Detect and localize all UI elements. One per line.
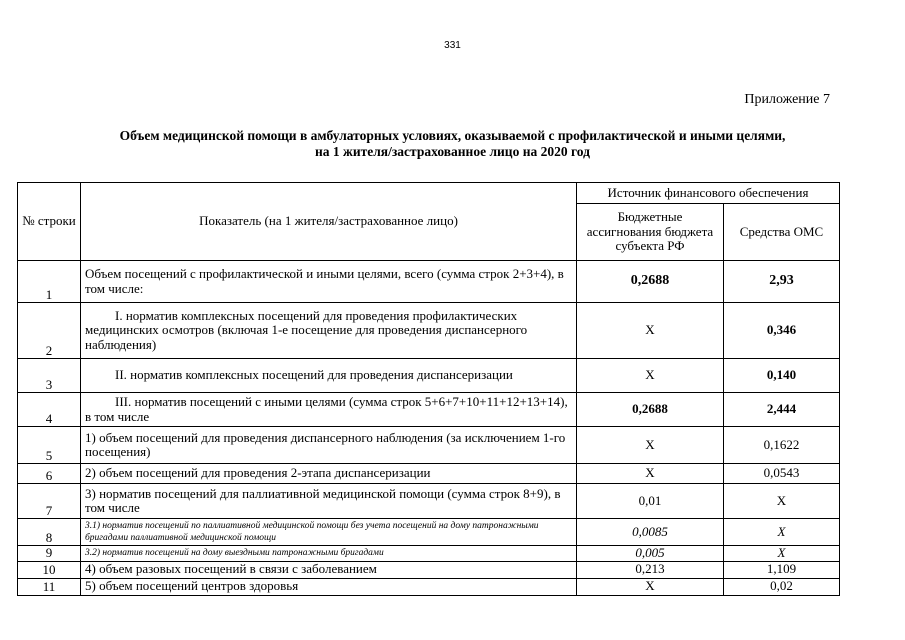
row-oms-value: 0,140 [724, 359, 840, 393]
table-row [18, 578, 840, 595]
row-oms-value: Х [724, 546, 840, 562]
row-indicator: 1) объем посещений для проведения диспансерного наблюдения (за исключением 1-го посещения) [81, 427, 577, 464]
row-number: 3 [18, 359, 81, 393]
row-indicator [81, 393, 577, 427]
row-indicator-text: I. норматив комплексных посещений для проведения профилактических медицинских осмотров (включая 1-е посещение для проведения диспансерного наблюдения) [85, 307, 528, 352]
table-row [18, 359, 840, 393]
table-row [18, 393, 840, 427]
row-number: 8 [18, 519, 81, 546]
row-number: 9 [18, 546, 81, 562]
document-title [20, 128, 885, 160]
row-oms-value: 0,1622 [724, 427, 840, 464]
table-row [18, 261, 840, 303]
header-row-number: № строки [18, 183, 81, 261]
table-row [18, 519, 840, 546]
row-indicator: 2) объем посещений для проведения 2-этапа диспансеризации [81, 464, 577, 484]
table-row [18, 464, 840, 484]
row-indicator: 3.1) норматив посещений по паллиативной медицинской помощи без учета посещений на дому патронажными бригадами паллиативной медицинской помощи [81, 519, 577, 546]
row-oms-value: Х [724, 484, 840, 519]
row-budget-value: Х [577, 359, 724, 393]
row-oms-value: 0,02 [724, 578, 840, 595]
header-indicator: Показатель (на 1 жителя/застрахованное лицо) [81, 183, 577, 261]
row-number: 6 [18, 464, 81, 484]
table-row [18, 303, 840, 359]
row-oms-value: 2,93 [724, 261, 840, 303]
row-budget-value: Х [577, 303, 724, 359]
table-row [18, 427, 840, 464]
table-row [18, 561, 840, 578]
row-indicator [81, 303, 577, 359]
row-oms-value: 1,109 [724, 561, 840, 578]
table-row [18, 546, 840, 562]
row-budget-value: 0,213 [577, 561, 724, 578]
header-funding-source: Источник финансового обеспечения [577, 183, 840, 204]
row-oms-value: Х [724, 519, 840, 546]
row-indicator-text: II. норматив комплексных посещений для проведения диспансеризации [115, 367, 513, 383]
volume-table [17, 182, 840, 596]
row-budget-value: 0,005 [577, 546, 724, 562]
row-indicator: 3.2) норматив посещений на дому выездными патронажными бригадами [81, 546, 577, 562]
row-number: 5 [18, 427, 81, 464]
page-number: 331 [444, 40, 461, 51]
row-budget-value: 0,0085 [577, 519, 724, 546]
row-budget-value: 0,2688 [577, 261, 724, 303]
row-indicator: 3) норматив посещений для паллиативной медицинской помощи (сумма строк 8+9), в том числе [81, 484, 577, 519]
row-number: 7 [18, 484, 81, 519]
title-line-2: на 1 жителя/застрахованное лицо на 2020 год [315, 144, 590, 159]
title-line-1: Объем медицинской помощи в амбулаторных условиях, оказываемой с профилактической и иными целями, [119, 128, 786, 143]
row-budget-value: Х [577, 464, 724, 484]
row-indicator-text: III. норматив посещений с иными целями (сумма строк 5+6+7+10+11+12+13+14), в том числе [85, 394, 568, 424]
header-oms: Средства ОМС [724, 204, 840, 261]
row-number: 2 [18, 303, 81, 359]
row-indicator: 4) объем разовых посещений в связи с заболеванием [81, 561, 577, 578]
appendix-label: Приложение 7 [744, 92, 830, 107]
row-budget-value: Х [577, 578, 724, 595]
row-budget-value: 0,2688 [577, 393, 724, 427]
table-row [18, 484, 840, 519]
row-number: 11 [18, 578, 81, 595]
row-number: 10 [18, 561, 81, 578]
row-oms-value: 0,346 [724, 303, 840, 359]
row-budget-value: Х [577, 427, 724, 464]
row-oms-value: 0,0543 [724, 464, 840, 484]
row-oms-value: 2,444 [724, 393, 840, 427]
row-indicator: 5) объем посещений центров здоровья [81, 578, 577, 595]
header-budget: Бюджетные ассигнования бюджета субъекта РФ [577, 204, 724, 261]
row-number: 1 [18, 261, 81, 303]
row-number: 4 [18, 393, 81, 427]
row-indicator [81, 359, 577, 393]
row-budget-value: 0,01 [577, 484, 724, 519]
row-indicator: Объем посещений с профилактической и иными целями, всего (сумма строк 2+3+4), в том числе: [81, 261, 577, 303]
